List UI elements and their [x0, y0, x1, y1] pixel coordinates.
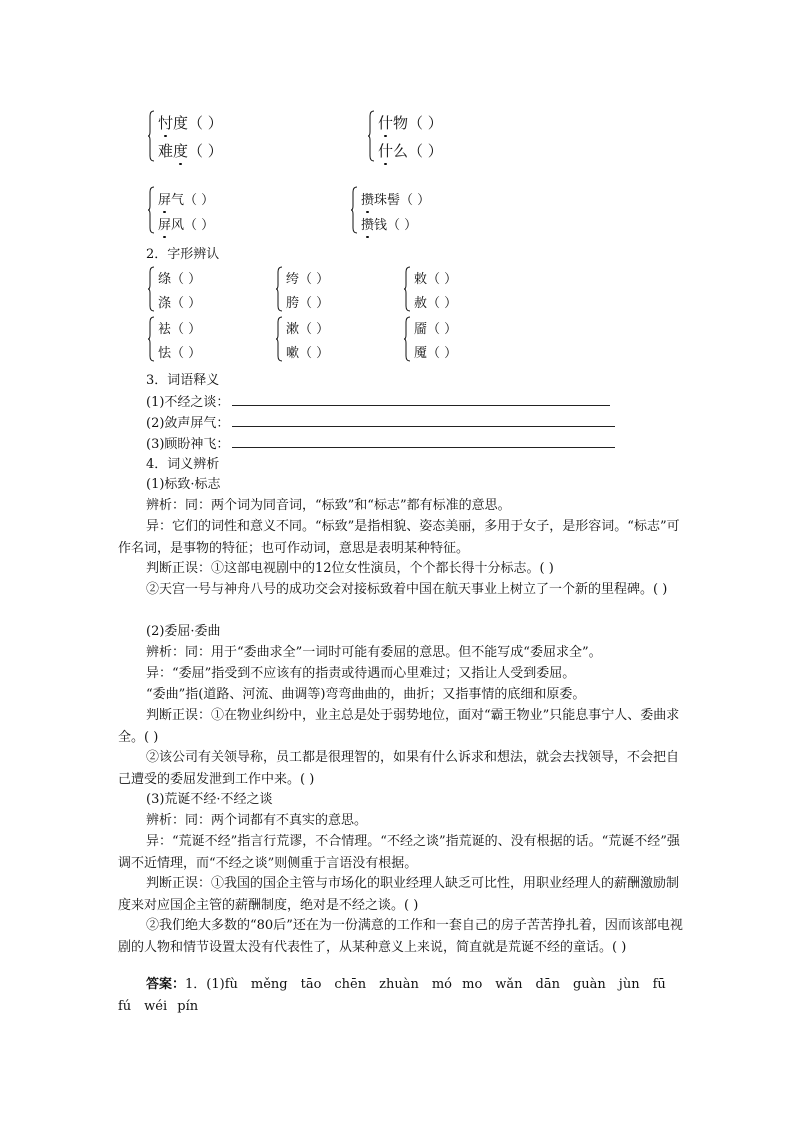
answer-label: 答案： — [146, 977, 186, 992]
def-label: (3)顾盼神飞： — [146, 437, 230, 452]
char-item: 魇（ ） — [414, 346, 458, 361]
word-text: 难 — [158, 142, 174, 160]
answer-line[interactable] — [232, 405, 610, 406]
text-line: ②我们绝大多数的“80后”还在为一份满意的工作和一套自己的房子苦苦挣扎着，因而该部电视剧的人物和情节设置太没有代表性了，从某种意义上来说，简直就是荒诞不经的童话。( ) — [118, 918, 683, 955]
text-line: “委曲”指(道路、河流、曲调等)弯弯曲曲的，曲折；又指事情的底细和原委。 — [146, 687, 586, 702]
dotted-char: 度 — [173, 142, 189, 160]
brace-icon — [404, 316, 410, 362]
text-line: 异：“荒诞不经”指言行荒谬，不合情理。“不经之谈”指荒诞的、没有根据的话。“荒诞不经”强调不近情理，而“不经之谈”则侧重于言语没有根据。 — [118, 834, 680, 871]
pair-shu-sou — [276, 316, 376, 362]
heading-2: 2．字形辨认 — [146, 247, 220, 262]
char-item: 怯（ ） — [158, 346, 202, 361]
pair-bingqi — [148, 186, 268, 234]
char-item: 漱（ ） — [286, 322, 330, 337]
word-paren: （ ） — [188, 142, 223, 160]
char-item: 绦（ ） — [158, 272, 202, 287]
pair-shiwu — [368, 110, 488, 162]
brace-icon — [148, 186, 154, 234]
brace-icon — [148, 110, 154, 162]
text-line: 判断正误：①我国的国企主管与市场化的职业经理人缺乏可比性，用职业经理人的薪酬激励制度来对应国企主管的薪酬制度，绝对是不经之谈。( ) — [118, 876, 680, 913]
char-item: 胯（ ） — [286, 296, 330, 311]
def-label: (1)不经之谈： — [146, 395, 230, 410]
dotted-char: 攒 — [361, 218, 375, 233]
char-item: 绔（ ） — [286, 272, 330, 287]
word-paren: 风（ ） — [171, 218, 215, 233]
answer-line — [118, 974, 688, 1017]
dotted-char: 忖 — [158, 114, 174, 132]
dotted-char: 什 — [378, 142, 394, 160]
answer-line[interactable] — [232, 447, 615, 448]
word-paren: 钱（ ） — [374, 218, 418, 233]
pair-qu-qie — [148, 316, 248, 362]
brace-icon — [276, 316, 282, 362]
text-line: (2)委屈·委曲 — [146, 624, 221, 639]
text-line: (3)荒诞不经·不经之谈 — [146, 792, 273, 807]
dotted-char: 屏 — [158, 193, 172, 208]
answer-text: 1．(1)fù měng tāo chēn zhuàn mó mo wǎn dān guàn jùn fū fú wéi pín — [118, 977, 666, 1014]
char-item: 嗽（ ） — [286, 346, 330, 361]
dotted-char: 屏 — [158, 218, 172, 233]
brace-icon — [148, 266, 154, 312]
brace-icon — [404, 266, 410, 312]
text-line: 异：它们的词性和意义不同。“标致”是指相貌、姿态美丽，多用于女子，是形容词。“标志”可作名词，是事物的特征；也可作动词，意思是表明某种特征。 — [118, 519, 680, 556]
dotted-char: 攒 — [361, 193, 375, 208]
pair-cundu — [148, 110, 268, 162]
heading-3: 3．词语释义 — [146, 373, 220, 388]
word-paren: 气（ ） — [171, 193, 215, 208]
brace-icon — [276, 266, 282, 312]
char-item: 袪（ ） — [158, 322, 202, 337]
word-paren: 物（ ） — [393, 114, 443, 132]
text-line: 辨析：同：两个词为同音词，“标致”和“标志”都有标准的意思。 — [146, 498, 511, 513]
text-line: ②天宫一号与神舟八号的成功交会对接标致着中国在航天事业上树立了一个新的里程碑。( ) — [146, 582, 668, 597]
word-paren: 么（ ） — [393, 142, 443, 160]
word-paren: 珠髻（ ） — [374, 193, 431, 208]
pair-chi-she — [404, 266, 504, 312]
text-line: 辨析：同：用于“委曲求全”一词时可能有委屈的意思。但不能写成“委屈求全”。 — [146, 645, 602, 660]
text-line: ②该公司有关领导称，员工都是很理智的，如果有什么诉求和想法，就会去找领导，不会把自己遭受的委屈发泄到工作中来。( ) — [118, 750, 680, 787]
char-item: 靥（ ） — [414, 322, 458, 337]
brace-icon — [368, 110, 374, 162]
answer-line[interactable] — [232, 426, 615, 427]
text-line: (1)标致·标志 — [146, 477, 221, 492]
pair-tao-di — [148, 266, 248, 312]
text-line: 判断正误：①这部电视剧中的12位女性演员，个个都长得十分标志。( ) — [146, 561, 554, 576]
brace-icon — [148, 316, 154, 362]
pair-zanzhuji — [351, 186, 491, 234]
text-line: 判断正误：①在物业纠纷中，业主总是处于弱势地位，面对“霸王物业”只能息事宁人、委曲求全。( ) — [118, 708, 680, 745]
dotted-char: 什 — [378, 114, 394, 132]
def-label: (2)敛声屏气： — [146, 416, 230, 431]
pair-ku-kua — [276, 266, 376, 312]
char-item: 赦（ ） — [414, 296, 458, 311]
text-line: 异：“委屈”指受到不应该有的指责或待遇而心里难过；又指让人受到委屈。 — [146, 666, 576, 681]
word-paren: 度（ ） — [173, 114, 223, 132]
char-item: 敕（ ） — [414, 272, 458, 287]
brace-icon — [351, 186, 357, 234]
char-item: 涤（ ） — [158, 296, 202, 311]
pair-ye-yan — [404, 316, 504, 362]
text-line: 辨析：同：两个词都有不真实的意思。 — [146, 813, 368, 828]
heading-4: 4．词义辨析 — [146, 457, 220, 472]
